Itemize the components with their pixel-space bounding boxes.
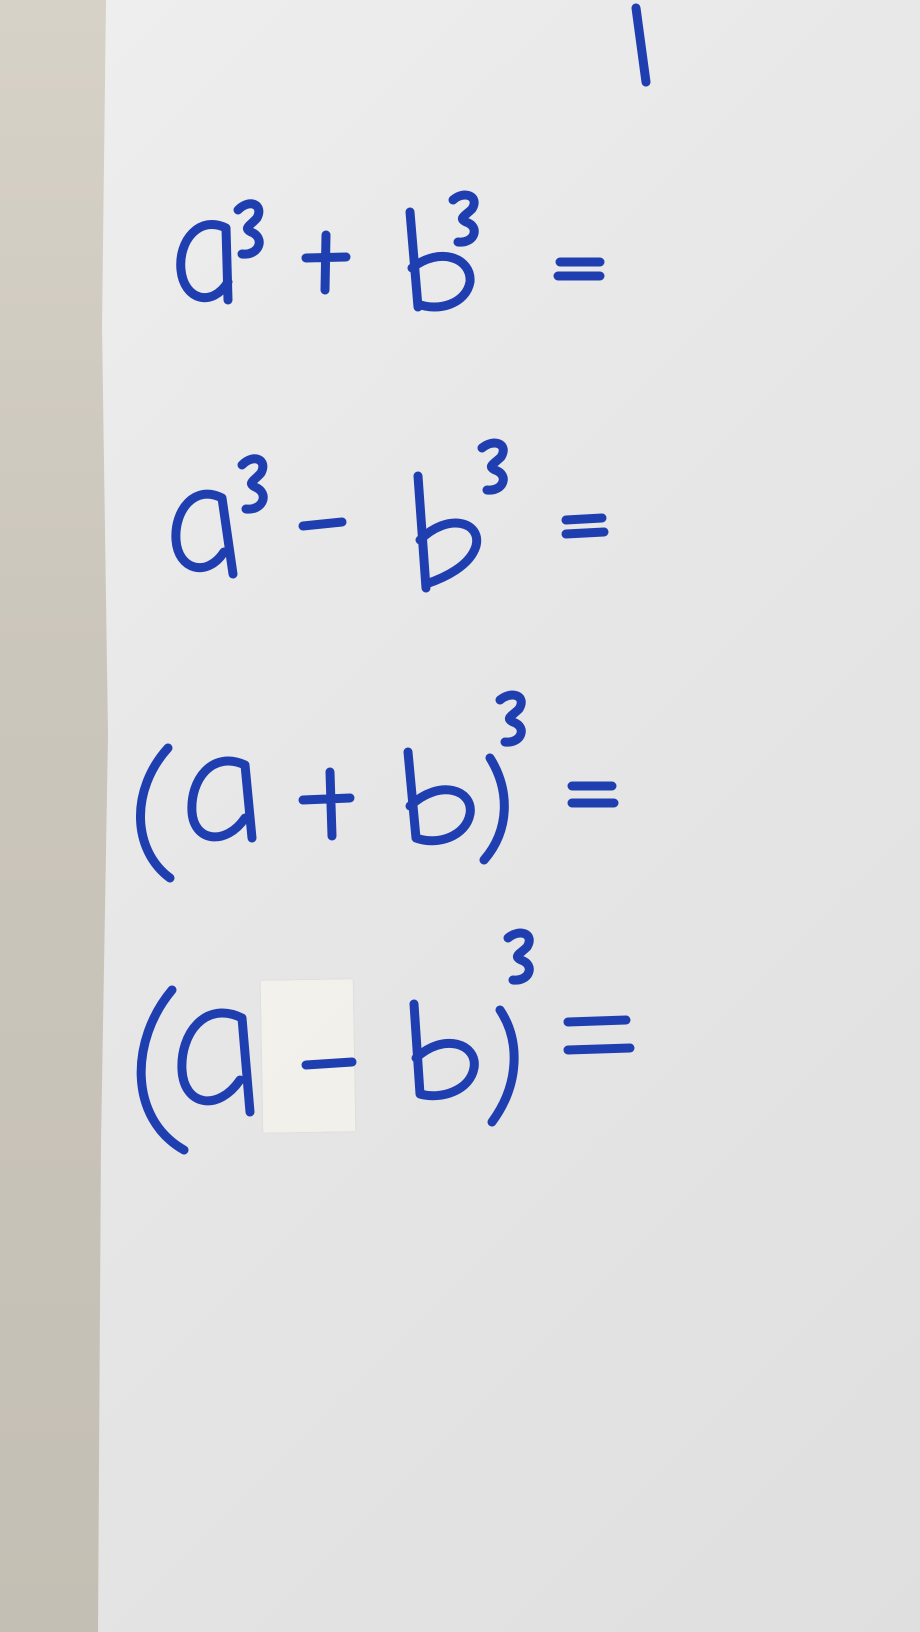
formula-row-2 — [176, 443, 604, 588]
formula-row-3 — [140, 695, 614, 878]
formula-row-4 — [141, 933, 630, 1150]
formula-row-1 — [181, 195, 600, 307]
stray-line — [636, 8, 646, 82]
